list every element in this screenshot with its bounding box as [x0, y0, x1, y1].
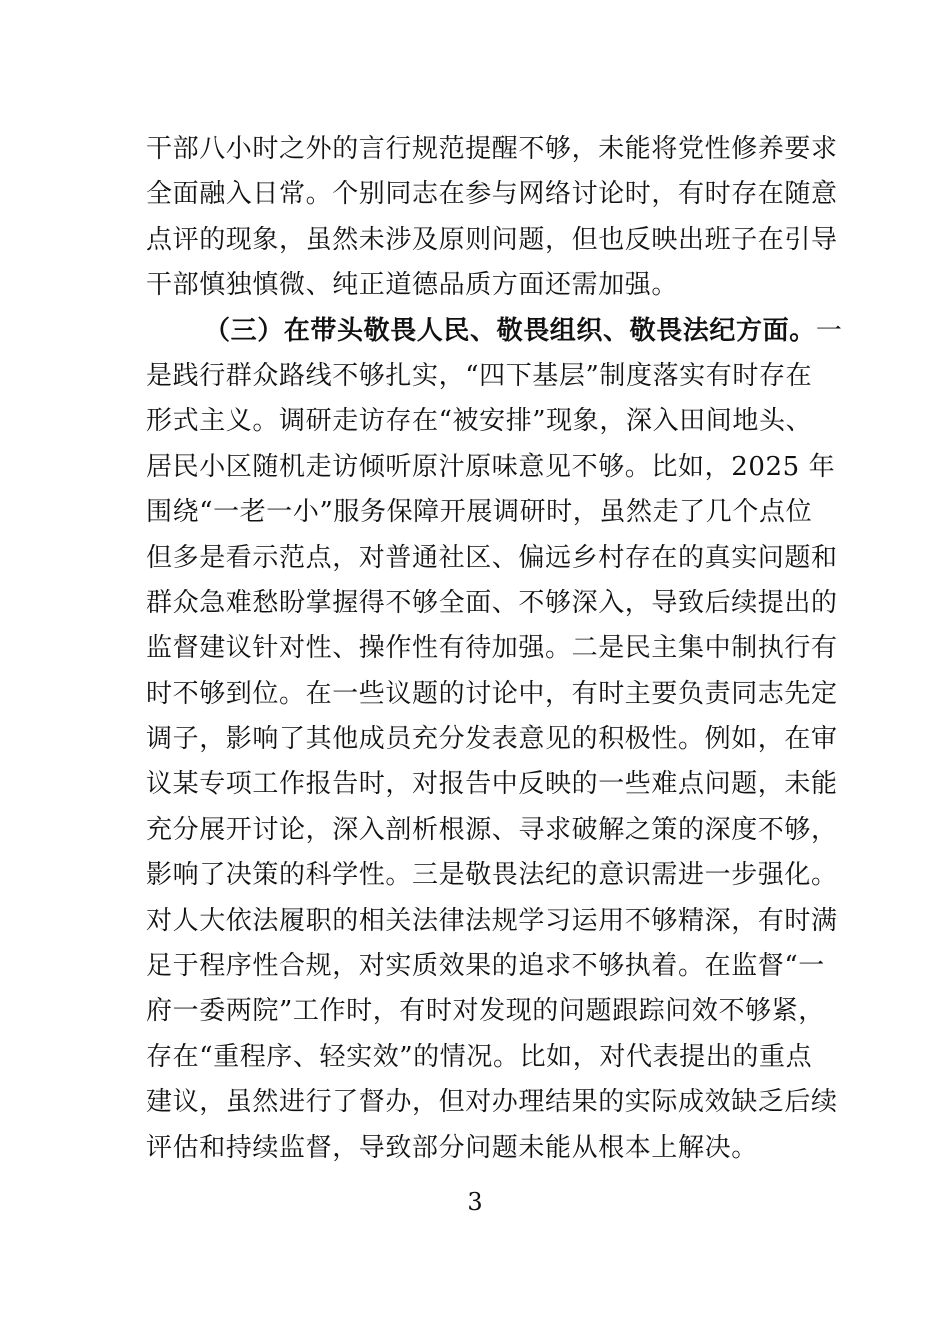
text-line: 居民小区随机走访倾听原汁原味意见不够。比如，2025 年 [146, 451, 836, 482]
paragraph-first-line [146, 309, 843, 354]
section-heading: （三）在带头敬畏人民、敬畏组织、敬畏法纪方面。 [204, 315, 816, 346]
text-line: 时不够到位。在一些议题的讨论中，有时主要负责同志先定 [146, 678, 838, 709]
paragraph-1 [146, 127, 838, 309]
text-line: 监督建议针对性、操作性有待加强。二是民主集中制执行有 [146, 633, 838, 664]
text-span: 一 [815, 315, 843, 346]
page-number: 3 [467, 1188, 483, 1216]
text-line: 点评的现象，虽然未涉及原则问题，但也反映出班子在引导 [146, 224, 838, 255]
text-line: 是践行群众路线不够扎实，“四下基层”制度落实有时存在 [146, 360, 813, 391]
text-line: 但多是看示范点，对普通社区、偏远乡村存在的真实问题和 [146, 542, 838, 573]
text-line: 群众急难愁盼掌握得不够全面、不够深入，导致后续提出的 [146, 587, 838, 618]
text-line: 干部八小时之外的言行规范提醒不够，未能将党性修养要求 [146, 134, 838, 164]
text-line: 全面融入日常。个别同志在参与网络讨论时，有时存在随意 [146, 179, 838, 210]
text-line: 调子，影响了其他成员充分发表意见的积极性。例如，在审 [146, 724, 838, 755]
text-line: 议某专项工作报告时，对报告中反映的一些难点问题，未能 [146, 769, 838, 800]
text-line: 影响了决策的科学性。三是敬畏法纪的意识需进一步强化。 [146, 860, 838, 891]
text-line: 存在“重程序、轻实效”的情况。比如，对代表提出的重点 [146, 1041, 813, 1072]
paragraph-2 [146, 309, 843, 1171]
text-line: 形式主义。调研走访存在“被安排”现象，深入田间地头、 [146, 406, 813, 437]
text-line: 对人大依法履职的相关法律法规学习运用不够精深，有时满 [146, 905, 838, 936]
text-line: 评估和持续监督，导致部分问题未能从根本上解决。 [146, 1132, 758, 1163]
text-line: 充分展开讨论，深入剖析根源、寻求破解之策的深度不够， [146, 814, 838, 845]
text-line: 围绕“一老一小”服务保障开展调研时，虽然走了几个点位 [146, 497, 813, 528]
text-line: 府一委两院”工作时，有时对发现的问题跟踪问效不够紧， [146, 996, 825, 1027]
body-text [146, 127, 843, 1171]
text-line: 干部慎独慎微、纯正道德品质方面还需加强。 [146, 270, 679, 301]
text-line: 建议，虽然进行了督办，但对办理结果的实际成效缺乏后续 [146, 1087, 838, 1118]
text-line: 足于程序性合规，对实质效果的追求不够执着。在监督“一 [146, 951, 825, 982]
